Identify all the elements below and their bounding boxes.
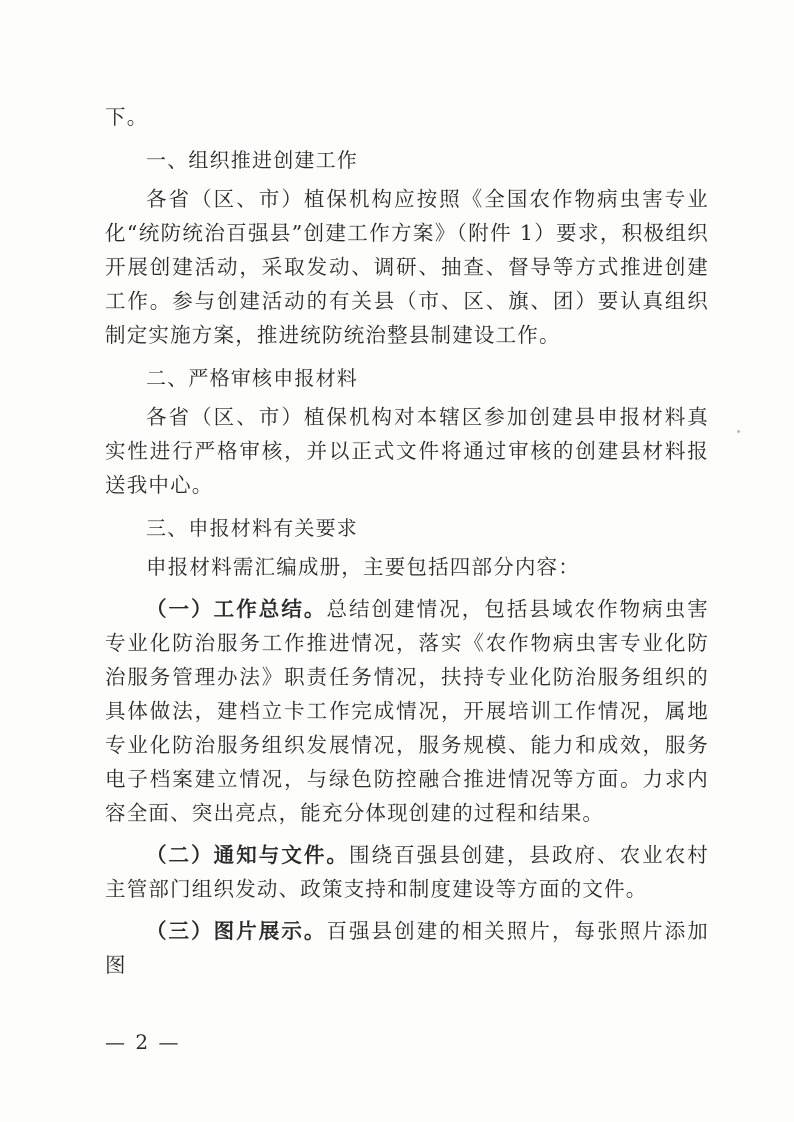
section-heading-3: 三、申报材料有关要求: [146, 516, 358, 540]
item-notices-documents-lead: （二）通知与文件。: [146, 843, 349, 867]
scan-speck: [737, 430, 740, 433]
item-notices-documents: [105, 838, 709, 906]
item-notices-documents-text: 围绕百强县创建，县政府、农业农村主管部门组织发动、政策支持和制度建设等方面的文件。: [105, 843, 709, 901]
section-heading-2: 二、严格审核申报材料: [146, 366, 358, 390]
item-work-summary-lead: （一）工作总结。: [146, 597, 327, 621]
document-body: [105, 100, 709, 982]
item-photo-display: [105, 914, 709, 982]
page-number: — 2 —: [105, 1030, 181, 1054]
section-3-intro: 申报材料需汇编成册，主要包括四部分内容：: [146, 555, 580, 579]
section-heading-1: 一、组织推进创建工作: [146, 148, 358, 172]
item-work-summary-text: 总结创建情况，包括县域农作物病虫害专业化防治服务工作推进情况，落实《农作物病虫害专业化防治服务管理办法》职责任务情况，扶持专业化防治服务组织的具体做法，建档立卡工作完成情况，开展培训工作情况，属地专业化防治服务组织发展情况，服务规模、能力和成效，服务电子档案建立情况，与绿色防控融合推进情况等方面。力求内容全面、突出亮点，能充分体现创建的过程和结果。: [105, 597, 709, 825]
continuation-text: 下。: [105, 105, 149, 129]
section-2-paragraph: 各省（区、市）植保机构对本辖区参加创建县申报材料真实性进行严格审核，并以正式文件将通过审核的创建县材料报送我中心。: [105, 405, 709, 497]
item-photo-display-text: 百强县创建的相关照片，每张照片添加图: [105, 919, 709, 977]
section-1-paragraph: 各省（区、市）植保机构应按照《全国农作物病虫害专业化“统防统治百强县”创建工作方案》（附件 1）要求，积极组织开展创建活动，采取发动、调研、抽查、督导等方式推进创建工作。参与创建活动的有关县（市、区、旗、团）要认真组织制定实施方案，推进统防统治整县制建设工作。: [105, 187, 709, 347]
item-photo-display-lead: （三）图片展示。: [146, 919, 327, 943]
item-work-summary: [105, 592, 709, 830]
